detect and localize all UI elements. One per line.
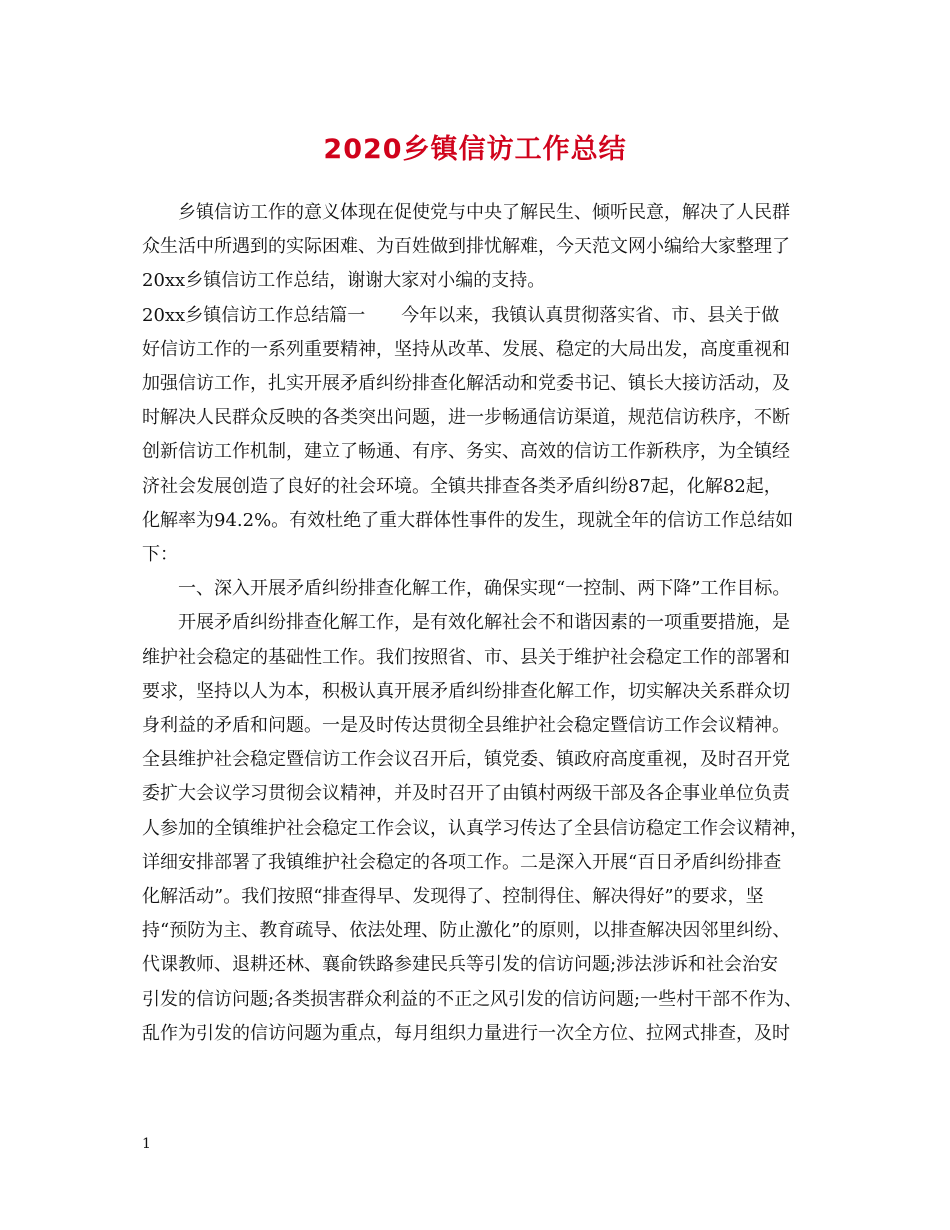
body-text-line: 好信访工作的一系列重要精神，坚持从改革、发展、稳定的大局出发，高度重视和: [142, 338, 790, 360]
body-text-line: 化解率为94.2%。有效杜绝了重大群体性事件的发生，现就全年的信访工作总结如: [142, 509, 794, 531]
body-text-line: 济社会发展创造了良好的社会环境。全镇共排查各类矛盾纠纷87起，化解82起，: [142, 475, 782, 497]
document-title: 2020乡镇信访工作总结: [323, 134, 627, 165]
body-text-line: 创新信访工作机制，建立了畅通、有序、务实、高效的信访工作新秩序，为全镇经: [142, 441, 790, 463]
page-number: 1: [142, 1136, 151, 1152]
body-text-line: 代课教师、退耕还林、襄俞铁路参建民兵等引发的信访问题;涉法涉诉和社会治安: [142, 954, 779, 976]
body-text-line: 众生活中所遇到的实际困难、为百姓做到排忧解难，今天范文网小编给大家整理了: [142, 236, 790, 258]
body-text-line: 下：: [142, 544, 178, 565]
body-text-line: 委扩大会议学习贯彻会议精神，并及时召开了由镇村两级干部及各企事业单位负责: [142, 783, 790, 805]
body-text-line: 要求，坚持以人为本，积极认真开展矛盾纠纷排查化解工作，切实解决关系群众切: [142, 680, 790, 702]
body-text-line: 乱作为引发的信访问题为重点，每月组织力量进行一次全方位、拉网式排查，及时: [142, 1022, 790, 1044]
body-text-line: 20xx乡镇信访工作总结篇一 今年以来，我镇认真贯彻落实省、市、县关于做: [142, 304, 780, 326]
body-text-line: 身利益的矛盾和问题。一是及时传达贯彻全县维护社会稳定暨信访工作会议精神。: [142, 715, 790, 736]
body-text-line: 时解决人民群众反映的各类突出问题，进一步畅通信访渠道，规范信访秩序，不断: [142, 407, 790, 429]
body-text-line: 详细安排部署了我镇维护社会稳定的各项工作。二是深入开展“百日矛盾纠纷排查: [142, 851, 782, 873]
body-text-line: 乡镇信访工作的意义体现在促使党与中央了解民生、倾听民意，解决了人民群: [142, 202, 790, 223]
body-text-line: 人参加的全镇维护社会稳定工作会议，认真学习传达了全县信访稳定工作会议精神，: [142, 817, 808, 839]
body-text-line: 全县维护社会稳定暨信访工作会议召开后，镇党委、镇政府高度重视，及时召开党: [142, 749, 790, 771]
body-text-line: 持“预防为主、教育疏导、依法处理、防止激化”的原则，以排查解决因邻里纠纷、: [142, 920, 791, 942]
body-text-line: 加强信访工作，扎实开展矛盾纠纷排查化解活动和党委书记、镇长大接访活动，及: [142, 373, 790, 394]
body-text-line: 维护社会稳定的基础性工作。我们按照省、市、县关于维护社会稳定工作的部署和: [142, 646, 790, 668]
body-text-line: 一、深入开展矛盾纠纷排查化解工作，确保实现“一控制、两下降”工作目标。: [142, 578, 791, 600]
body-text-line: 引发的信访问题;各类损害群众利益的不正之风引发的信访问题;一些村干部不作为、: [142, 988, 803, 1010]
body-text-line: 开展矛盾纠纷排查化解工作，是有效化解社会不和谐因素的一项重要措施，是: [142, 612, 790, 634]
body-text-line: 化解活动”。我们按照“排查得早、发现得了、控制得住、解决得好”的要求，坚: [142, 886, 764, 907]
body-text-line: 20xx乡镇信访工作总结，谢谢大家对小编的支持。: [142, 270, 546, 292]
